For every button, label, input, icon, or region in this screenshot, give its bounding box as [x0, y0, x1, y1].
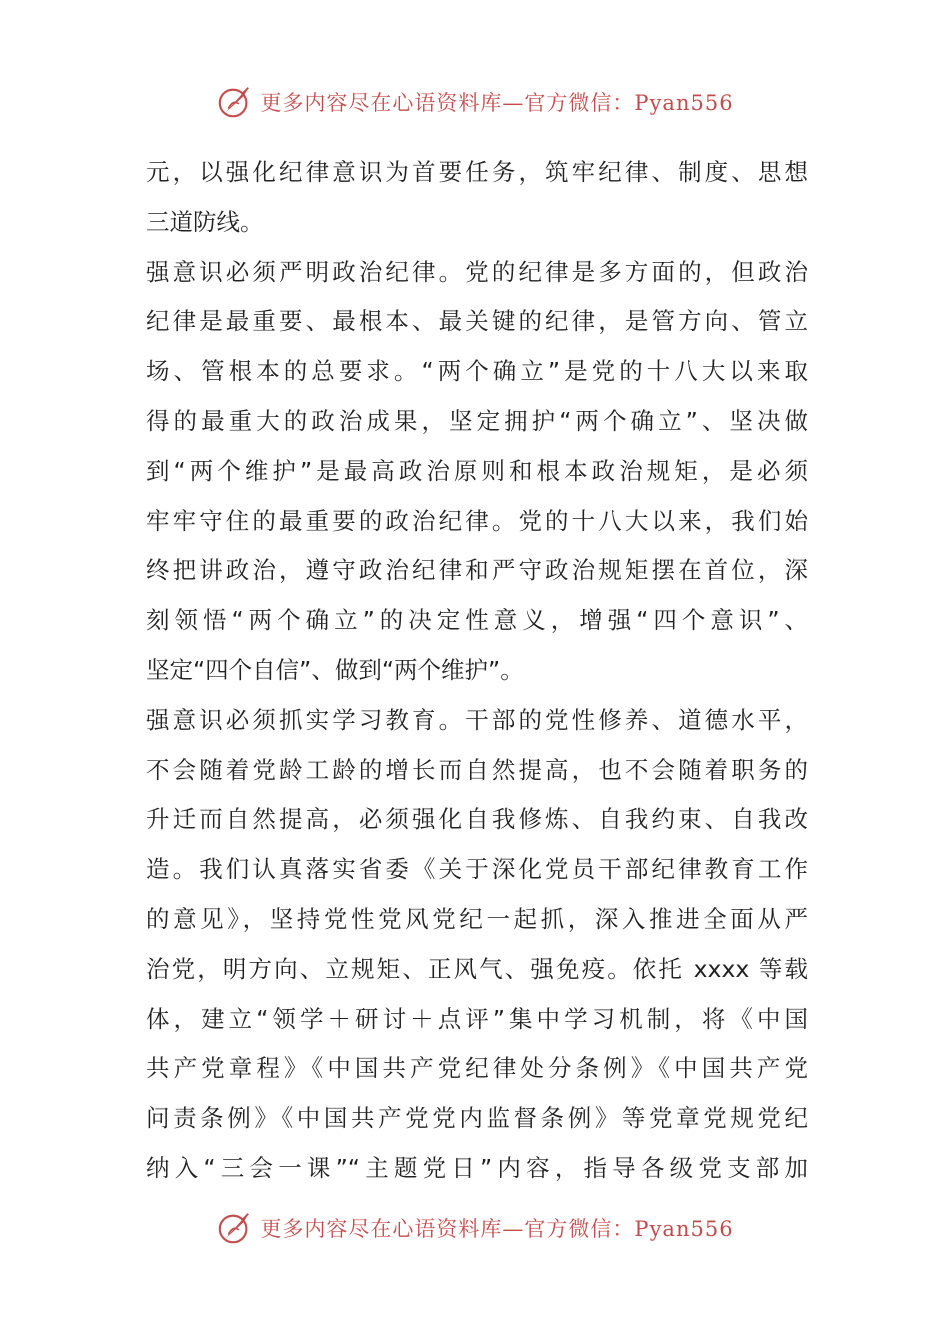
text-line: 问责条例》《中国共产党党内监督条例》等党章党规党纪: [146, 1104, 808, 1133]
watermark-text: 更多内容尽在心语资料库—官方微信：Pyan556: [260, 1217, 734, 1241]
text-line: 不会随着党龄工龄的增长而自然提高，也不会随着职务的: [146, 755, 808, 784]
text-line: 刻领悟“两个确立”的决定性意义，增强“四个意识”、: [146, 606, 808, 635]
text-line: 场、管根本的总要求。“两个确立”是党的十八大以来取: [146, 357, 808, 386]
text-line: 终把讲政治，遵守政治纪律和严守政治规矩摆在首位，深: [146, 556, 808, 585]
text-line: 体，建立“领学＋研讨＋点评”集中学习机制，将《中国: [146, 1004, 808, 1033]
watermark-text: 更多内容尽在心语资料库—官方微信：Pyan556: [260, 91, 734, 115]
text-line: 元，以强化纪律意识为首要任务，筑牢纪律、制度、思想: [146, 158, 808, 186]
text-line: 得的最重大的政治成果，坚定拥护“两个确立”、坚决做: [146, 406, 808, 435]
document-body: [146, 148, 808, 1194]
text-line: 三道防线。: [146, 207, 264, 236]
text-line: 牢牢守住的最重要的政治纪律。党的十八大以来，我们始: [146, 506, 808, 535]
header-watermark: [0, 82, 950, 122]
text-line: 坚定“四个自信”、做到“两个维护”。: [146, 655, 524, 684]
text-line: 纪律是最重要、最根本、最关键的纪律，是管方向、管立: [146, 307, 808, 336]
footer-watermark: [0, 1208, 950, 1248]
text-line: 到“两个维护”是最高政治原则和根本政治规矩，是必须: [146, 456, 808, 485]
pen-nib-icon: [216, 1209, 254, 1247]
text-line: 升迁而自然提高，必须强化自我修炼、自我约束、自我改: [146, 805, 808, 834]
text-line: 治党，明方向、立规矩、正风气、强免疫。依托 xxxx 等载: [146, 954, 808, 983]
text-line: 造。我们认真落实省委《关于深化党员干部纪律教育工作: [146, 855, 808, 884]
text-line: 的意见》，坚持党性党风党纪一起抓，深入推进全面从严: [146, 904, 808, 933]
text-line: 强意识必须抓实学习教育。干部的党性修养、道德水平，: [146, 705, 808, 734]
text-line: 强意识必须严明政治纪律。党的纪律是多方面的，但政治: [146, 257, 808, 286]
text-line: 共产党章程》《中国共产党纪律处分条例》《中国共产党: [146, 1054, 808, 1083]
text-line: 纳入“三会一课”“主题党日”内容，指导各级党支部加: [146, 1153, 808, 1182]
pen-nib-icon: [216, 83, 254, 121]
